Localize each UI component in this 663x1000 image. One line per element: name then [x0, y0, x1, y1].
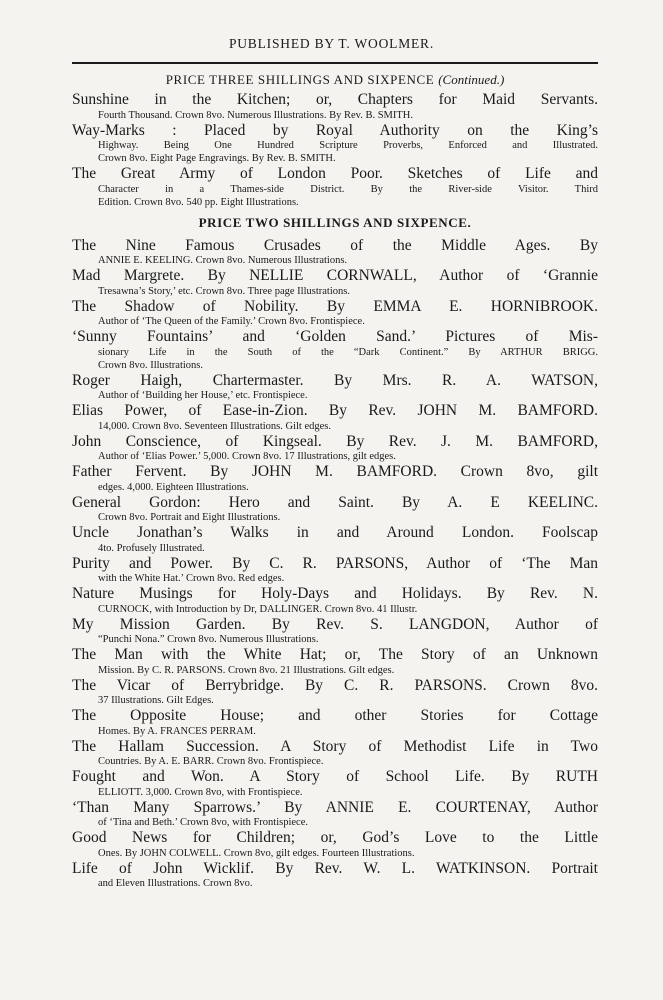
book-entry [72, 494, 598, 525]
book-title: Roger Haigh, Chartermaster. By Mrs. R. A. WATSON, [72, 371, 598, 389]
book-title: ‘Sunny Fountains’ and ‘Golden Sand.’ Pictures of Mis- [72, 328, 598, 345]
section-heading-text: PRICE THREE SHILLINGS AND SIXPENCE [165, 72, 435, 87]
catalogue-content [72, 70, 598, 890]
book-details-line: Highway. Being One Hundred Scripture Proverbs, Enforced and Illustrated. [98, 140, 598, 151]
book-details-line: Tresawna’s Story,’ etc. Crown 8vo. Three page Illustrations. [98, 285, 350, 297]
book-title: Father Fervent. By JOHN M. BAMFORD. Crown 8vo, gilt [72, 463, 598, 480]
book-title: Purity and Power. By C. R. PARSONS, Author of ‘The Man [72, 554, 598, 572]
book-title: The Man with the White Hat; or, The Story of an Unknown [72, 646, 598, 663]
book-details [72, 572, 598, 585]
book-title: ‘Than Many Sparrows.’ By ANNIE E. COURTENAY, Author [72, 798, 598, 816]
book-entry [72, 799, 598, 830]
book-title: Sunshine in the Kitchen; or, Chapters for Maid Servants. [72, 91, 598, 108]
book-details [72, 816, 598, 829]
book-details-line: edges. 4,000. Eighteen Illustrations. [98, 481, 249, 493]
book-entry [72, 677, 598, 708]
book-entry [72, 768, 598, 799]
book-entry [72, 237, 598, 268]
book-entry [72, 298, 598, 329]
book-entry [72, 463, 598, 494]
book-details [72, 183, 598, 209]
book-entry [72, 829, 598, 860]
book-details-line: 4to. Profusely Illustrated. [98, 542, 205, 554]
book-details-line: “Punchi Nona.” Crown 8vo. Numerous Illustrations. [98, 634, 319, 645]
book-details-line: of ‘Tina and Beth.’ Crown 8vo, with Frontispiece. [98, 817, 308, 828]
book-details-line: Homes. By A. FRANCES PERRAM. [98, 725, 256, 737]
book-details-line: ANNIE E. KEELING. Crown 8vo. Numerous Illustrations. [98, 255, 348, 266]
book-entry [72, 860, 598, 891]
book-details [72, 109, 598, 122]
header-rule [72, 62, 598, 64]
book-details [72, 481, 598, 494]
book-details [72, 450, 598, 463]
book-details-line: Mission. By C. R. PARSONS. Crown 8vo. 21 Illustrations. Gilt edges. [98, 664, 395, 676]
book-title: The Hallam Succession. A Story of Methodist Life in Two [72, 737, 598, 755]
book-entry [72, 646, 598, 677]
book-entry [72, 267, 598, 298]
book-entry [72, 91, 598, 122]
book-entry [72, 372, 598, 403]
book-entry [72, 122, 598, 166]
book-details [72, 786, 598, 799]
book-details [72, 389, 598, 402]
book-details-line: with the White Hat.’ Crown 8vo. Red edges. [98, 573, 285, 584]
book-details-line: sionary Life in the South of the “Dark Continent.” By ARTHUR BRIGG. [98, 346, 598, 358]
book-details-line: Crown 8vo. Illustrations. [98, 359, 203, 371]
book-details [72, 315, 598, 328]
book-details [72, 633, 598, 646]
book-details [72, 139, 598, 165]
book-details [72, 511, 598, 524]
book-title: Good News for Children; or, God’s Love to the Little [72, 829, 598, 846]
book-details-line: Ones. By JOHN COLWELL. Crown 8vo, gilt edges. Fourteen Illustrations. [98, 847, 415, 859]
book-details [72, 694, 598, 707]
book-details-line: Crown 8vo. Eight Page Engravings. By Rev. B. SMITH. [98, 153, 336, 164]
book-details-line: CURNOCK, with Introduction by Dr, DALLINGER. Crown 8vo. 41 Illustr. [98, 603, 418, 615]
book-title: My Mission Garden. By Rev. S. LANGDON, Author of [72, 615, 598, 633]
book-details [72, 346, 598, 372]
book-details-line: Author of ‘The Queen of the Family.’ Crown 8vo. Frontispiece. [98, 316, 365, 327]
book-title: The Shadow of Nobility. By EMMA E. HORNIBROOK. [72, 297, 598, 315]
book-entry [72, 738, 598, 769]
book-title: John Conscience, of Kingseal. By Rev. J. M. BAMFORD, [72, 432, 598, 450]
section-heading [72, 215, 598, 231]
book-title: Life of John Wicklif. By Rev. W. L. WATKINSON. Portrait [72, 859, 598, 877]
book-title: The Great Army of London Poor. Sketches of Life and [72, 165, 598, 182]
book-entry [72, 402, 598, 433]
book-title: Fought and Won. A Story of School Life. By RUTH [72, 768, 598, 785]
book-details [72, 664, 598, 677]
book-entry [72, 585, 598, 616]
book-details-line: Edition. Crown 8vo. 540 pp. Eight Illustrations. [98, 196, 299, 208]
book-entry [72, 616, 598, 647]
book-details-line: and Eleven Illustrations. Crown 8vo. [98, 878, 253, 889]
page-header: PUBLISHED BY T. WOOLMER. [228, 36, 435, 51]
section-heading [72, 72, 598, 88]
book-details [72, 542, 598, 555]
book-details-line: Fourth Thousand. Crown 8vo. Numerous Illustrations. By Rev. B. SMITH. [98, 109, 413, 121]
book-title: Nature Musings for Holy-Days and Holidays. By Rev. N. [72, 585, 598, 602]
book-details-line: Author of ‘Building her House,’ etc. Frontispiece. [98, 390, 308, 401]
book-details-line: ELLIOTT. 3,000. Crown 8vo, with Frontispiece. [98, 786, 303, 798]
book-details-line: 14,000. Crown 8vo. Seventeen Illustrations. Gilt edges. [98, 420, 332, 432]
book-title: Uncle Jonathan’s Walks in and Around London. Foolscap [72, 524, 598, 541]
book-entry [72, 707, 598, 738]
book-details [72, 420, 598, 433]
book-details [72, 285, 598, 298]
section-heading-text: PRICE TWO SHILLINGS AND SIXPENCE. [198, 214, 472, 230]
book-entry [72, 433, 598, 464]
book-details [72, 877, 598, 890]
book-details-line: 37 Illustrations. Gilt Edges. [98, 695, 214, 706]
section-heading-note: (Continued.) [438, 72, 505, 87]
book-entry [72, 555, 598, 586]
book-details [72, 254, 598, 267]
book-details-line: Character in a Thames-side District. By the River-side Visitor. Third [98, 183, 598, 195]
book-details-line: Author of ‘Elias Power.’ 5,000. Crown 8vo. 17 Illustrations, gilt edges. [98, 451, 396, 462]
book-title: Mad Margrete. By NELLIE CORNWALL, Author of ‘Grannie [72, 267, 598, 284]
book-title: General Gordon: Hero and Saint. By A. E KEELINC. [72, 493, 598, 511]
book-details [72, 603, 598, 616]
book-title: The Nine Famous Crusades of the Middle Ages. By [72, 236, 598, 254]
book-details [72, 755, 598, 768]
book-entry [72, 328, 598, 372]
book-title: Way-Marks : Placed by Royal Authority on the King’s [72, 121, 598, 139]
book-title: The Opposite House; and other Stories for Cottage [72, 707, 598, 724]
book-details [72, 847, 598, 860]
book-entry [72, 165, 598, 209]
book-details-line: Countries. By A. E. BARR. Crown 8vo. Frontispiece. [98, 756, 324, 767]
book-title: Elias Power, of Ease-in-Zion. By Rev. JOHN M. BAMFORD. [72, 402, 598, 419]
book-details [72, 725, 598, 738]
book-details-line: Crown 8vo. Portrait and Eight Illustrations. [98, 512, 281, 523]
book-entry [72, 524, 598, 555]
book-title: The Vicar of Berrybridge. By C. R. PARSONS. Crown 8vo. [72, 676, 598, 694]
